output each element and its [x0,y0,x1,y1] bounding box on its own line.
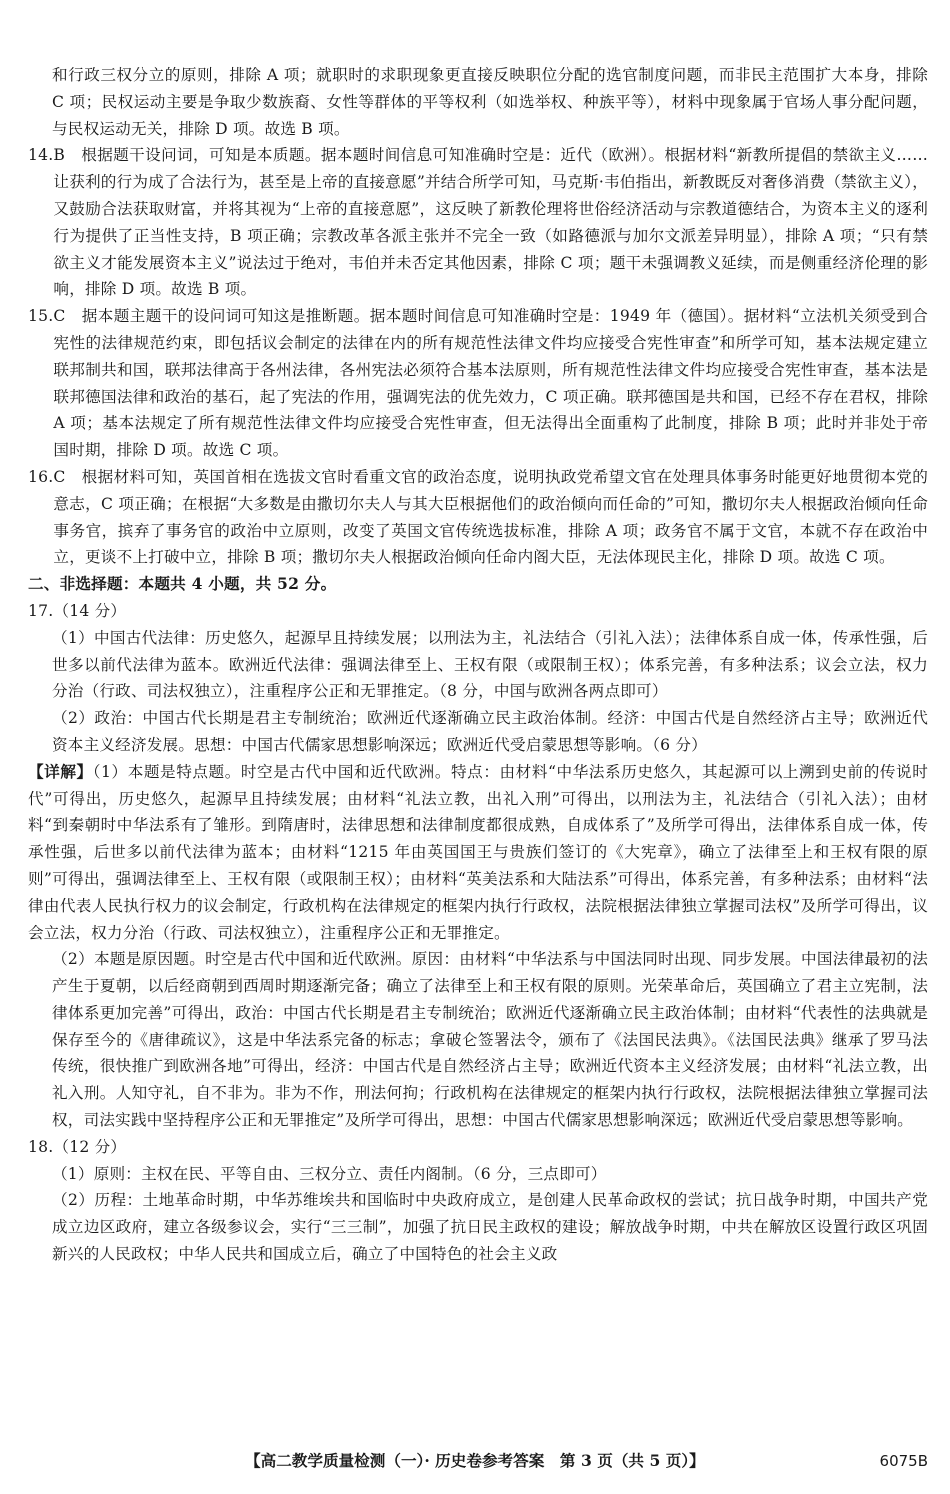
q17-detail-1-text: （1）本题是特点题。时空是古代中国和近代欧洲。特点：由材料“中华法系历史悠久，其起源可以上溯到史前的传说时代”可得出，历史悠久，起源早且持续发展；由材料“礼法立教，出礼入刑”可得出，以刑法为主，礼法结合（引礼入法）；由材料“到秦朝时中华法系有了雏形。到隋唐时，法律思想和法律制度都很成熟，自成体系了”及所学可得出，法律体系自成一体，传承性强，后世多以前代法律为蓝本；由材料“1215 年由英国国王与贵族们签订的《大宪章》，确立了法律至上和王权有限的原则”可得出，强调法律至上、王权有限（或限制王权）；由材料“英美法系和大陆法系”可得出，体系完善，有多种法系；由材料“法律由代表人民执行权力的议会制定，行政机构在法律规定的框架内执行行政权，法院根据法律独立掌握司法权”及所学可得出，议会立法，权力分治（行政、司法权独立），注重程序公正和无罪推定。 [28,762,928,942]
q14-number: 14. [28,146,54,165]
q15-answer [28,303,928,464]
footer-title: 【高二教学质量检测（一）· 历史卷参考答案 第 3 页（共 5 页）】 [245,1451,705,1470]
q17-answer-2: （2）政治：中国古代长期是君主专制统治；欧洲近代逐渐确立民主政治体制。经济：中国古代是自然经济占主导；欧洲近代资本主义经济发展。思想：中国古代儒家思想影响深远；欧洲近代受启蒙思想等影响。（6 分） [52,709,928,754]
q14-answer [28,142,928,303]
q14-explanation: B 根据题干设问词，可知是本质题。据本题时间信息可知准确时空是：近代（欧洲）。根据材料“新教所提倡的禁欲主义……让获利的行为成了合法行为，甚至是上帝的直接意愿”并结合所学可知，马克斯·韦伯指出，新教既反对奢侈消费（禁欲主义），又鼓励合法获取财富，并将其视为“上帝的直接意愿”，这反映了新教伦理将世俗经济活动与宗教道德结合，为资本主义的逐利行为提供了正当性支持，B 项正确；宗教改革各派主张并不完全一致（如路德派与加尔文派差异明显），排除 A 项；“只有禁欲主义才能发展资本主义”说法过于绝对，韦伯并未否定其他因素，排除 C 项；题干未强调教义延续，而是侧重经济伦理的影响，排除 D 项。故选 B 项。 [53,146,928,299]
q13-continuation: 和行政三权分立的原则，排除 A 项；就职时的求职现象更直接反映职位分配的选官制度问题，而非民主范围扩大本身，排除 C 项；民权运动主要是争取少数族裔、女性等群体的平等权利（如选举权、种族平等），材料中现象属于官场人事分配问题，与民权运动无关，排除 D 项。故选 B 项。 [52,66,928,138]
page-content [28,62,928,1268]
q16-answer [28,464,928,571]
footer-code: 6075B [879,1452,928,1470]
q16-explanation: C 根据材料可知，英国首相在选拔文官时看重文官的政治态度，说明执政党希望文官在处理具体事务时能更好地贯彻本党的意志，C 项正确；在根据“大多数是由撒切尔夫人与其大臣根据他们的政治倾向而任命的”可知，撒切尔夫人根据政治倾向任命事务官，摈弃了事务官的政治中立原则，改变了英国文官传统选拔标准，排除 A 项；政务官不属于文官，本就不存在政治中立，更谈不上打破中立，排除 B 项；撒切尔夫人根据政治倾向任命内阁大臣，无法体现民主化，排除 D 项。故选 C 项。 [53,467,928,567]
q17-detail-1 [28,759,928,947]
detail-tag: 【详解】 [28,761,93,781]
q15-number: 15. [28,307,54,326]
q17-detail-2: （2）本题是原因题。时空是古代中国和近代欧洲。原因：由材料“中华法系与中国法同时出现、同步发展。中国法律最初的法产生于夏朝，以后经商朝到西周时期逐渐完备；确立了法律至上和王权有限的原则。光荣革命后，英国确立了君主立宪制，法律体系更加完善”可得出，政治：中国古代长期是君主专制统治；欧洲近代逐渐确立民主政治体制；由材料“代表性的法典就是保存至今的《唐律疏议》，这是中华法系完备的标志；拿破仑签署法令，颁布了《法国民法典》。《法国民法典》继承了罗马法传统，很快推广到欧洲各地”可得出，经济：中国古代是自然经济占主导；欧洲近代资本主义经济发展；由材料“礼法立教，出礼入刑。人知守礼，自不非为。非为不作，刑法何拘；行政机构在法律规定的框架内执行行政权，法院根据法律独立掌握司法权，司法实践中坚持程序公正和无罪推定”及所学可得出，思想：中国古代儒家思想影响深远；欧洲近代受启蒙思想等影响。 [52,950,928,1130]
q18-answer-2: （2）历程：土地革命时期，中华苏维埃共和国临时中央政府成立，是创建人民革命政权的尝试；抗日战争时期，中国共产党成立边区政府，建立各级参议会，实行“三三制”，加强了抗日民主政权的建设；解放战争时期，中共在解放区设置行政区巩固新兴的人民政权；中华人民共和国成立后，确立了中国特色的社会主义政 [52,1191,928,1264]
q17-heading: 17.（14 分） [28,601,127,620]
q17-answer-1: （1）中国古代法律：历史悠久，起源早且持续发展；以刑法为主，礼法结合（引礼入法）；法律体系自成一体，传承性强，后世多以前代法律为蓝本。欧洲近代法律：强调法律至上、王权有限（或限制王权）；体系完善，有多种法系；议会立法，权力分治（行政、司法权独立），注重程序公正和无罪推定。（8 分，中国与欧洲各两点即可） [52,628,928,701]
q16-number: 16. [28,467,54,486]
q18-answer-1: （1）原则：主权在民、平等自由、三权分立、责任内阁制。（6 分，三点即可） [52,1164,607,1183]
q15-explanation: C 据本题主题干的设问词可知这是推断题。据本题时间信息可知准确时空是：1949 年（德国）。据材料“立法机关须受到合宪性的法律规范约束，即包括议会制定的法律在内的所有规范性法律文件均应接受合宪性审查”和所学可知，基本法规定建立联邦制共和国，联邦法律高于各州法律，各州宪法必须符合基本法原则，所有规范性法律文件均应接受合宪性审查，基本法是联邦德国法律和政治的基石，起了宪法的作用，强调宪法的优先效力，C 项正确。联邦德国是共和国，已经不存在君权，排除 A 项；基本法规定了所有规范性法律文件均应接受合宪性审查，但无法得出全面重构了此制度，排除 B 项；此时并非处于帝国时期，排除 D 项。故选 C 项。 [53,307,928,460]
page-footer [0,1446,950,1476]
q18-heading: 18.（12 分） [28,1137,127,1156]
section-heading: 二、非选择题：本题共 4 小题，共 52 分。 [28,574,337,594]
